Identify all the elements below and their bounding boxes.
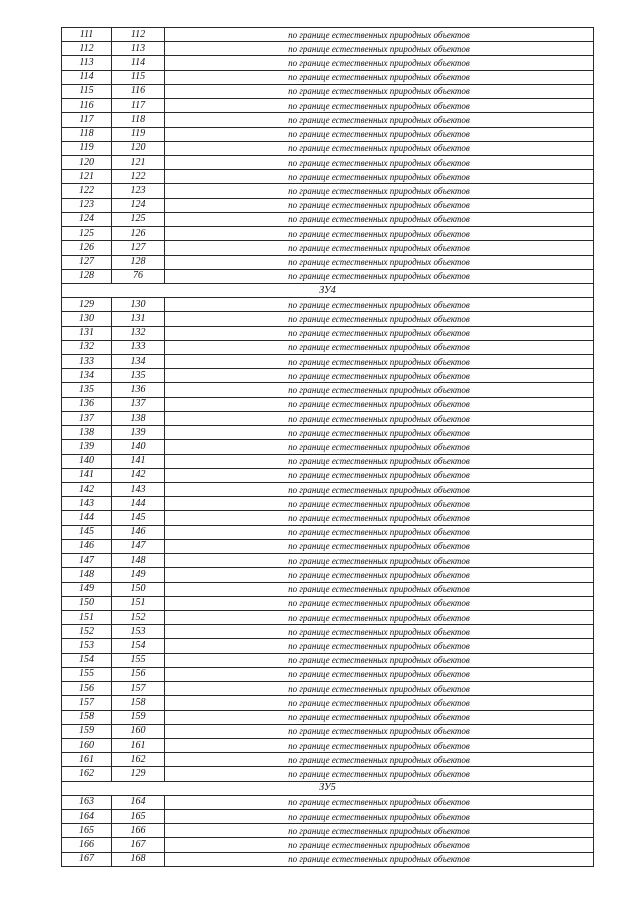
from-point-cell: 149: [62, 582, 112, 596]
from-point-cell: 160: [62, 738, 112, 752]
from-point-cell: 147: [62, 554, 112, 568]
from-point-cell: 142: [62, 483, 112, 497]
boundary-description-cell: по границе естественных природных объектов: [165, 625, 594, 639]
table-row: [62, 554, 594, 568]
section-header-row: [62, 283, 594, 297]
table-body: [62, 28, 594, 867]
boundary-description-cell: по границе естественных природных объектов: [165, 184, 594, 198]
to-point-cell: 125: [112, 212, 165, 226]
from-point-cell: 146: [62, 539, 112, 553]
to-point-cell: 114: [112, 56, 165, 70]
table-row: [62, 56, 594, 70]
to-point-cell: 135: [112, 369, 165, 383]
table-row: [62, 241, 594, 255]
boundary-description-cell: по границе естественных природных объектов: [165, 554, 594, 568]
from-point-cell: 159: [62, 724, 112, 738]
boundary-description-cell: по границе естественных природных объектов: [165, 682, 594, 696]
table-row: [62, 440, 594, 454]
to-point-cell: 161: [112, 738, 165, 752]
boundary-description-cell: по границе естественных природных объектов: [165, 198, 594, 212]
boundary-description-cell: по границе естественных природных объектов: [165, 568, 594, 582]
boundary-description-cell: по границе естественных природных объектов: [165, 483, 594, 497]
from-point-cell: 163: [62, 795, 112, 809]
boundary-description-cell: по границе естественных природных объектов: [165, 141, 594, 155]
to-point-cell: 143: [112, 483, 165, 497]
table-row: [62, 724, 594, 738]
section-header-row: [62, 781, 594, 795]
boundary-description-cell: по границе естественных природных объектов: [165, 810, 594, 824]
boundary-description-cell: по границе естественных природных объектов: [165, 212, 594, 226]
table-row: [62, 170, 594, 184]
to-point-cell: 140: [112, 440, 165, 454]
from-point-cell: 122: [62, 184, 112, 198]
boundary-description-cell: по границе естественных природных объектов: [165, 667, 594, 681]
to-point-cell: 138: [112, 411, 165, 425]
boundary-description-cell: по границе естественных природных объектов: [165, 539, 594, 553]
boundary-description-cell: по границе естественных природных объектов: [165, 710, 594, 724]
boundary-description-cell: по границе естественных природных объектов: [165, 56, 594, 70]
to-point-cell: 132: [112, 326, 165, 340]
to-point-cell: 134: [112, 355, 165, 369]
table-row: [62, 141, 594, 155]
from-point-cell: 140: [62, 454, 112, 468]
from-point-cell: 129: [62, 298, 112, 312]
to-point-cell: 133: [112, 340, 165, 354]
boundary-description-cell: по границе естественных природных объектов: [165, 824, 594, 838]
from-point-cell: 138: [62, 426, 112, 440]
boundary-description-cell: по границе естественных природных объектов: [165, 696, 594, 710]
boundary-description-table: [61, 27, 594, 867]
to-point-cell: 142: [112, 468, 165, 482]
boundary-description-cell: по границе естественных природных объектов: [165, 767, 594, 781]
table-row: [62, 298, 594, 312]
to-point-cell: 150: [112, 582, 165, 596]
table-row: [62, 426, 594, 440]
from-point-cell: 139: [62, 440, 112, 454]
table-row: [62, 84, 594, 98]
to-point-cell: 165: [112, 810, 165, 824]
from-point-cell: 158: [62, 710, 112, 724]
boundary-description-cell: по границе естественных природных объектов: [165, 454, 594, 468]
to-point-cell: 144: [112, 497, 165, 511]
table-row: [62, 340, 594, 354]
from-point-cell: 130: [62, 312, 112, 326]
table-row: [62, 610, 594, 624]
boundary-description-cell: по границе естественных природных объектов: [165, 440, 594, 454]
to-point-cell: 118: [112, 113, 165, 127]
to-point-cell: 156: [112, 667, 165, 681]
from-point-cell: 141: [62, 468, 112, 482]
table-row: [62, 738, 594, 752]
to-point-cell: 130: [112, 298, 165, 312]
boundary-description-cell: по границе естественных природных объектов: [165, 42, 594, 56]
from-point-cell: 153: [62, 639, 112, 653]
from-point-cell: 111: [62, 28, 112, 42]
boundary-description-cell: по границе естественных природных объектов: [165, 298, 594, 312]
table-row: [62, 639, 594, 653]
to-point-cell: 158: [112, 696, 165, 710]
table-row: [62, 497, 594, 511]
to-point-cell: 113: [112, 42, 165, 56]
boundary-description-cell: по границе естественных природных объектов: [165, 312, 594, 326]
boundary-description-cell: по границе естественных природных объектов: [165, 355, 594, 369]
from-point-cell: 132: [62, 340, 112, 354]
to-point-cell: 122: [112, 170, 165, 184]
boundary-description-cell: по границе естественных природных объектов: [165, 468, 594, 482]
to-point-cell: 131: [112, 312, 165, 326]
from-point-cell: 144: [62, 511, 112, 525]
from-point-cell: 137: [62, 411, 112, 425]
table-row: [62, 198, 594, 212]
table-row: [62, 710, 594, 724]
from-point-cell: 125: [62, 227, 112, 241]
boundary-description-cell: по границе естественных природных объектов: [165, 724, 594, 738]
boundary-description-cell: по границе естественных природных объектов: [165, 369, 594, 383]
from-point-cell: 117: [62, 113, 112, 127]
from-point-cell: 112: [62, 42, 112, 56]
to-point-cell: 146: [112, 525, 165, 539]
table-row: [62, 824, 594, 838]
from-point-cell: 126: [62, 241, 112, 255]
boundary-description-cell: по границе естественных природных объектов: [165, 397, 594, 411]
from-point-cell: 162: [62, 767, 112, 781]
to-point-cell: 147: [112, 539, 165, 553]
from-point-cell: 150: [62, 596, 112, 610]
boundary-description-cell: по границе естественных природных объектов: [165, 795, 594, 809]
table-row: [62, 383, 594, 397]
to-point-cell: 137: [112, 397, 165, 411]
boundary-description-cell: по границе естественных природных объектов: [165, 838, 594, 852]
table-row: [62, 667, 594, 681]
table-row: [62, 810, 594, 824]
to-point-cell: 159: [112, 710, 165, 724]
table-row: [62, 653, 594, 667]
to-point-cell: 164: [112, 795, 165, 809]
from-point-cell: 157: [62, 696, 112, 710]
from-point-cell: 113: [62, 56, 112, 70]
boundary-description-cell: по границе естественных природных объектов: [165, 738, 594, 752]
from-point-cell: 165: [62, 824, 112, 838]
to-point-cell: 116: [112, 84, 165, 98]
to-point-cell: 136: [112, 383, 165, 397]
from-point-cell: 135: [62, 383, 112, 397]
section-title: ЗУ4: [62, 283, 594, 297]
to-point-cell: 166: [112, 824, 165, 838]
to-point-cell: 115: [112, 70, 165, 84]
table-row: [62, 525, 594, 539]
table-row: [62, 312, 594, 326]
table-row: [62, 696, 594, 710]
boundary-description-cell: по границе естественных природных объектов: [165, 113, 594, 127]
boundary-description-cell: по границе естественных природных объектов: [165, 596, 594, 610]
table-row: [62, 795, 594, 809]
to-point-cell: 154: [112, 639, 165, 653]
to-point-cell: 162: [112, 753, 165, 767]
table-row: [62, 511, 594, 525]
table-row: [62, 582, 594, 596]
to-point-cell: 153: [112, 625, 165, 639]
table-row: [62, 852, 594, 866]
table-row: [62, 227, 594, 241]
table-row: [62, 99, 594, 113]
from-point-cell: 123: [62, 198, 112, 212]
table-row: [62, 269, 594, 283]
from-point-cell: 152: [62, 625, 112, 639]
from-point-cell: 155: [62, 667, 112, 681]
boundary-description-cell: по границе естественных природных объектов: [165, 525, 594, 539]
to-point-cell: 119: [112, 127, 165, 141]
table-row: [62, 767, 594, 781]
boundary-description-cell: по границе естественных природных объектов: [165, 497, 594, 511]
from-point-cell: 134: [62, 369, 112, 383]
to-point-cell: 152: [112, 610, 165, 624]
from-point-cell: 119: [62, 141, 112, 155]
from-point-cell: 166: [62, 838, 112, 852]
table-row: [62, 28, 594, 42]
from-point-cell: 156: [62, 682, 112, 696]
to-point-cell: 120: [112, 141, 165, 155]
table-row: [62, 127, 594, 141]
to-point-cell: 121: [112, 155, 165, 169]
boundary-description-cell: по границе естественных природных объектов: [165, 227, 594, 241]
table-row: [62, 753, 594, 767]
from-point-cell: 115: [62, 84, 112, 98]
table-row: [62, 70, 594, 84]
table-row: [62, 326, 594, 340]
to-point-cell: 128: [112, 255, 165, 269]
from-point-cell: 133: [62, 355, 112, 369]
boundary-description-cell: по границе естественных природных объектов: [165, 426, 594, 440]
boundary-description-cell: по границе естественных природных объектов: [165, 269, 594, 283]
from-point-cell: 114: [62, 70, 112, 84]
table-row: [62, 113, 594, 127]
to-point-cell: 167: [112, 838, 165, 852]
boundary-description-cell: по границе естественных природных объектов: [165, 582, 594, 596]
from-point-cell: 164: [62, 810, 112, 824]
table-row: [62, 397, 594, 411]
from-point-cell: 145: [62, 525, 112, 539]
table-row: [62, 411, 594, 425]
to-point-cell: 139: [112, 426, 165, 440]
from-point-cell: 154: [62, 653, 112, 667]
boundary-description-cell: по границе естественных природных объектов: [165, 610, 594, 624]
from-point-cell: 124: [62, 212, 112, 226]
section-title: ЗУ5: [62, 781, 594, 795]
from-point-cell: 143: [62, 497, 112, 511]
boundary-description-cell: по границе естественных природных объектов: [165, 28, 594, 42]
to-point-cell: 112: [112, 28, 165, 42]
to-point-cell: 76: [112, 269, 165, 283]
to-point-cell: 155: [112, 653, 165, 667]
table-row: [62, 155, 594, 169]
table-row: [62, 42, 594, 56]
from-point-cell: 121: [62, 170, 112, 184]
boundary-description-cell: по границе естественных природных объектов: [165, 99, 594, 113]
from-point-cell: 151: [62, 610, 112, 624]
table-row: [62, 454, 594, 468]
from-point-cell: 148: [62, 568, 112, 582]
to-point-cell: 129: [112, 767, 165, 781]
table-row: [62, 838, 594, 852]
from-point-cell: 167: [62, 852, 112, 866]
table-row: [62, 212, 594, 226]
table-row: [62, 468, 594, 482]
table-row: [62, 539, 594, 553]
boundary-description-cell: по границе естественных природных объектов: [165, 411, 594, 425]
boundary-description-cell: по границе естественных природных объектов: [165, 753, 594, 767]
table-row: [62, 568, 594, 582]
to-point-cell: 160: [112, 724, 165, 738]
boundary-description-cell: по границе естественных природных объектов: [165, 511, 594, 525]
boundary-description-cell: по границе естественных природных объектов: [165, 383, 594, 397]
table-row: [62, 184, 594, 198]
boundary-description-cell: по границе естественных природных объектов: [165, 84, 594, 98]
from-point-cell: 120: [62, 155, 112, 169]
table-row: [62, 483, 594, 497]
table-row: [62, 355, 594, 369]
boundary-description-cell: по границе естественных природных объектов: [165, 639, 594, 653]
boundary-description-cell: по границе естественных природных объектов: [165, 340, 594, 354]
to-point-cell: 148: [112, 554, 165, 568]
table-row: [62, 596, 594, 610]
to-point-cell: 145: [112, 511, 165, 525]
to-point-cell: 117: [112, 99, 165, 113]
boundary-description-cell: по границе естественных природных объектов: [165, 127, 594, 141]
boundary-description-cell: по границе естественных природных объектов: [165, 653, 594, 667]
from-point-cell: 136: [62, 397, 112, 411]
to-point-cell: 168: [112, 852, 165, 866]
to-point-cell: 123: [112, 184, 165, 198]
from-point-cell: 116: [62, 99, 112, 113]
to-point-cell: 157: [112, 682, 165, 696]
to-point-cell: 151: [112, 596, 165, 610]
to-point-cell: 126: [112, 227, 165, 241]
boundary-description-cell: по границе естественных природных объектов: [165, 155, 594, 169]
from-point-cell: 118: [62, 127, 112, 141]
boundary-table-container: [61, 27, 594, 867]
from-point-cell: 161: [62, 753, 112, 767]
table-row: [62, 255, 594, 269]
to-point-cell: 141: [112, 454, 165, 468]
boundary-description-cell: по границе естественных природных объектов: [165, 326, 594, 340]
table-row: [62, 682, 594, 696]
boundary-description-cell: по границе естественных природных объектов: [165, 852, 594, 866]
boundary-description-cell: по границе естественных природных объектов: [165, 170, 594, 184]
to-point-cell: 124: [112, 198, 165, 212]
boundary-description-cell: по границе естественных природных объектов: [165, 255, 594, 269]
boundary-description-cell: по границе естественных природных объектов: [165, 241, 594, 255]
table-row: [62, 369, 594, 383]
to-point-cell: 149: [112, 568, 165, 582]
boundary-description-cell: по границе естественных природных объектов: [165, 70, 594, 84]
from-point-cell: 128: [62, 269, 112, 283]
from-point-cell: 131: [62, 326, 112, 340]
table-row: [62, 625, 594, 639]
from-point-cell: 127: [62, 255, 112, 269]
to-point-cell: 127: [112, 241, 165, 255]
